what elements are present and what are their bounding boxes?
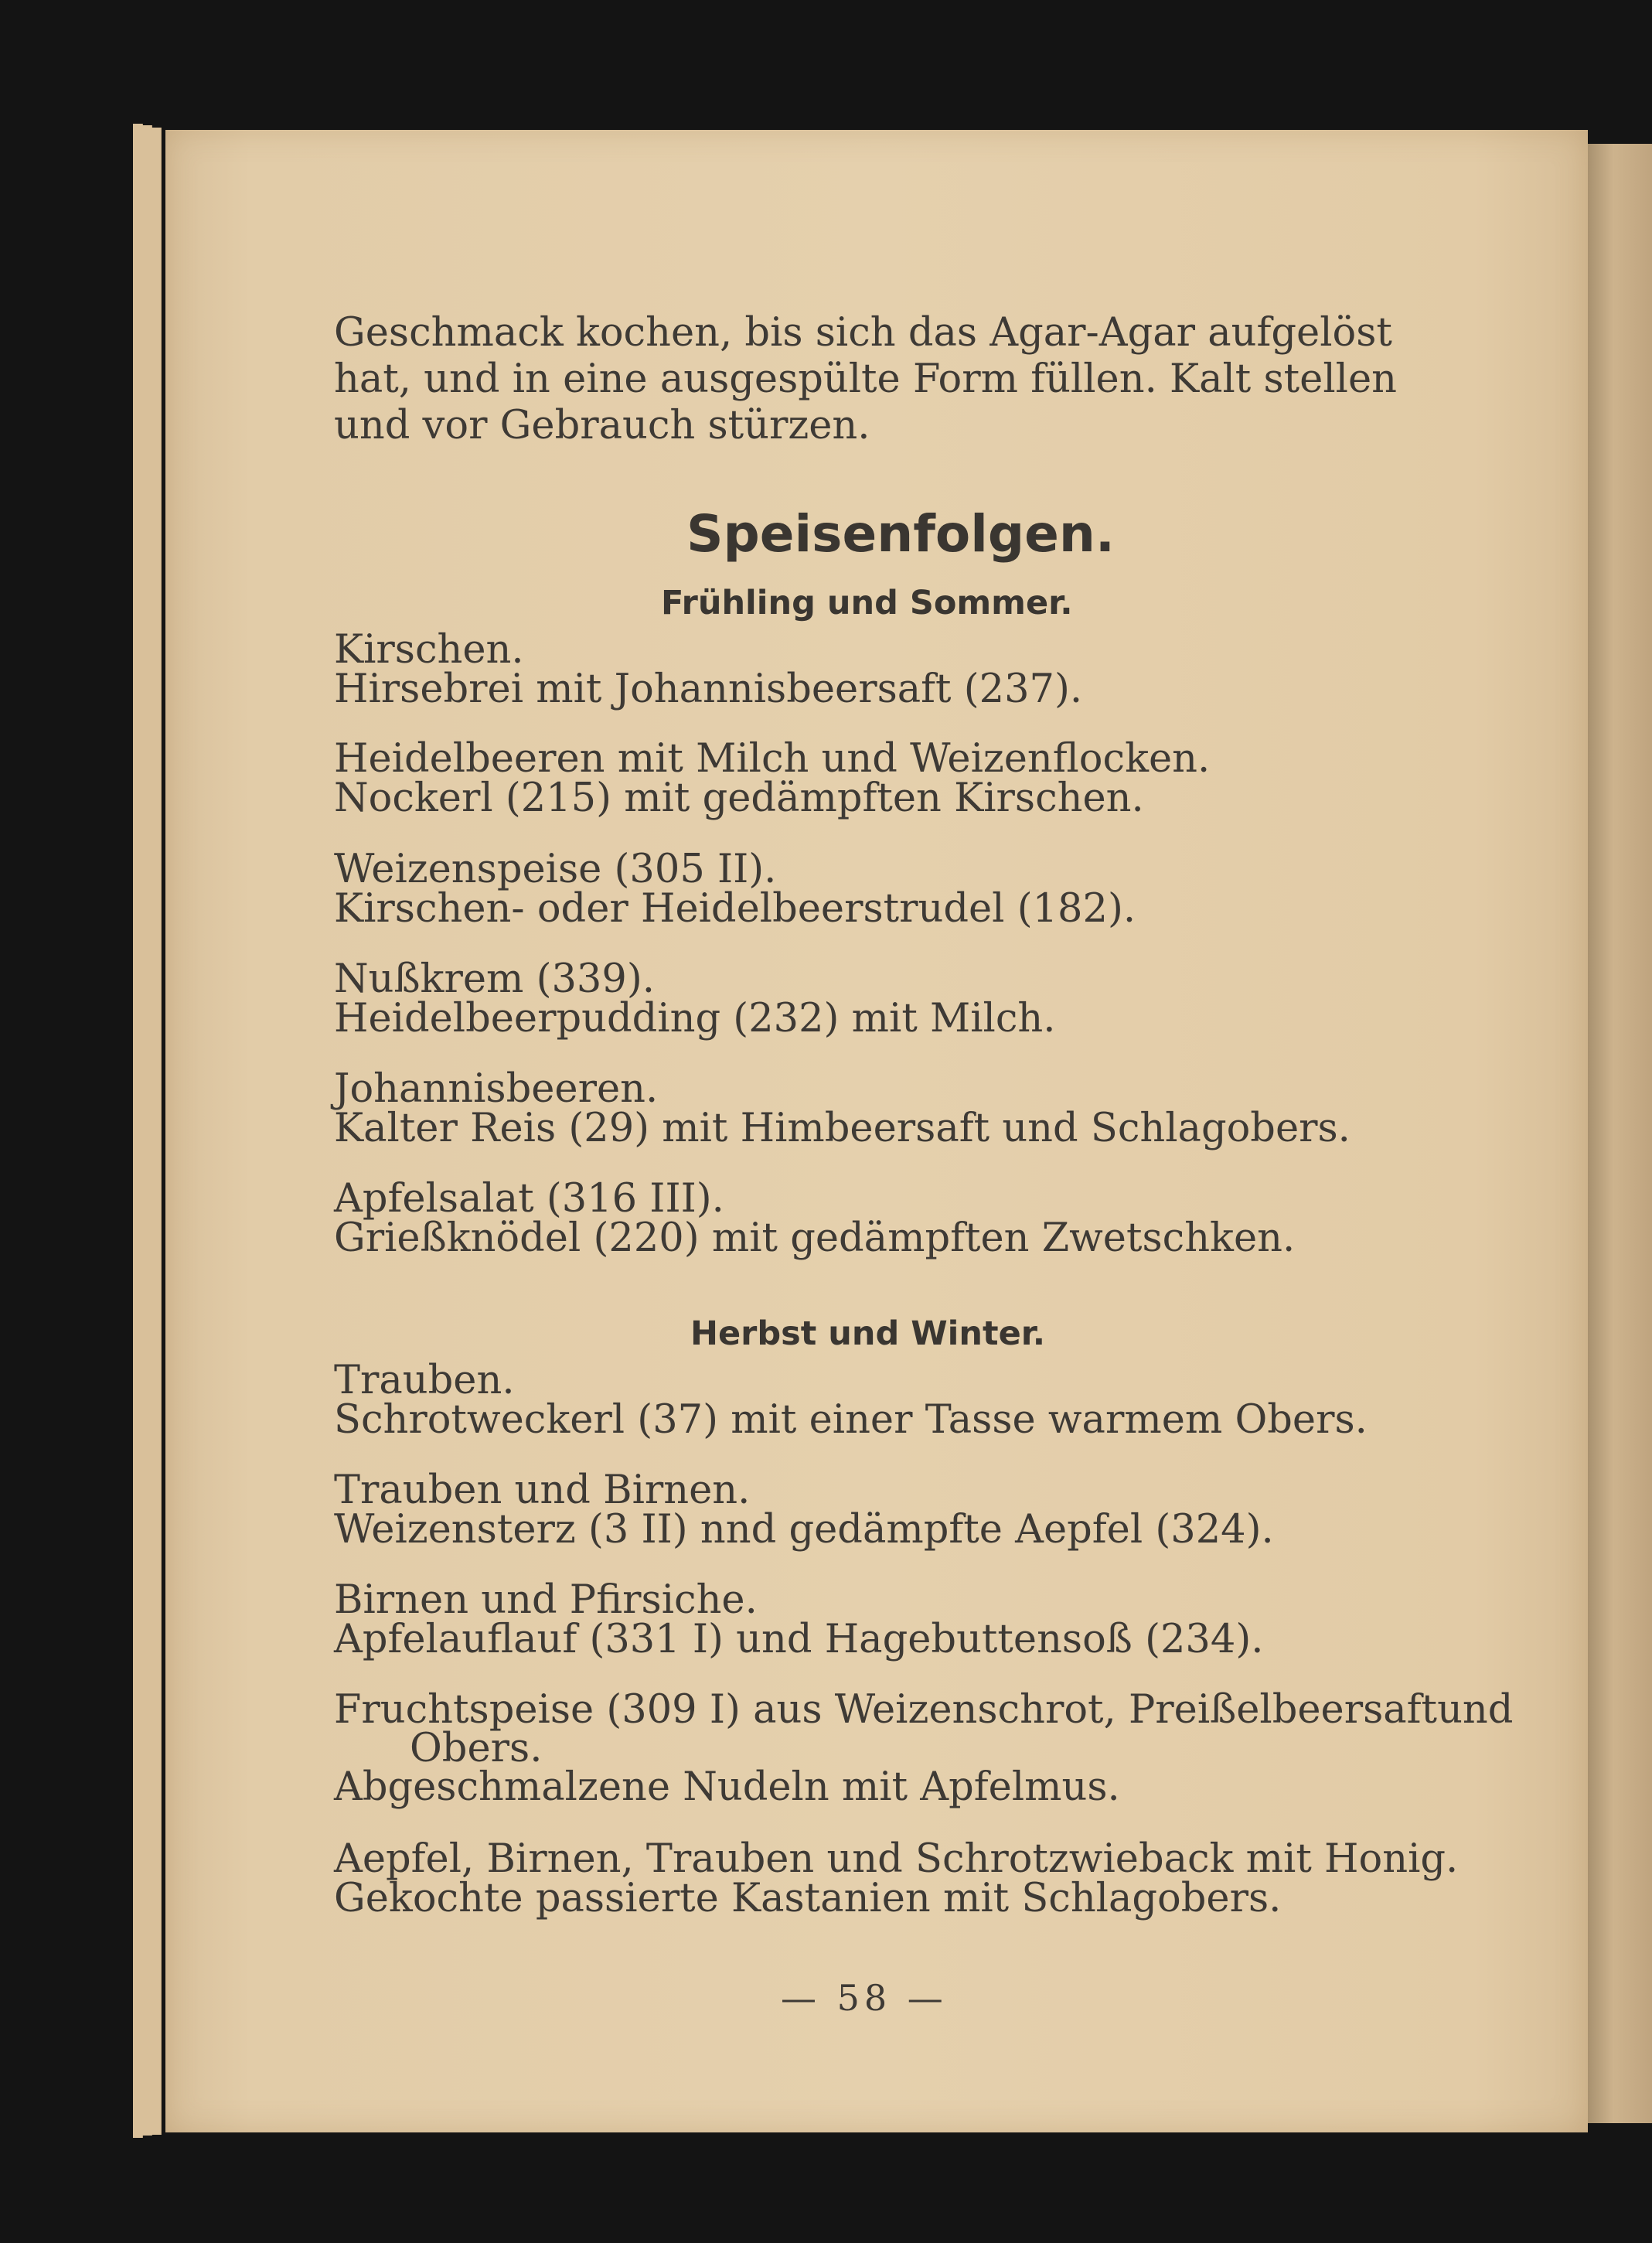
intro-paragraph-line: und vor Gebrauch stürzen. (334, 403, 870, 448)
menu-line: Kalter Reis (29) mit Himbeersaft und Schlagobers. (334, 1106, 1351, 1151)
menu-line: Birnen und Pfirsiche. (334, 1577, 758, 1623)
menu-line: Heidelbeerpudding (232) mit Milch. (334, 996, 1056, 1041)
page-edge-stack (152, 128, 162, 2135)
menu-line: Nockerl (215) mit gedämpften Kirschen. (334, 776, 1144, 821)
menu-line: Johannisbeeren. (334, 1066, 659, 1112)
menu-line: Grießknödel (220) mit gedämpften Zwetschken. (334, 1215, 1296, 1261)
section-heading-spring-summer: Frühling und Sommer. (661, 584, 1073, 622)
menu-line: Schrotweckerl (37) mit einer Tasse warmem Obers. (334, 1397, 1368, 1443)
section-heading-autumn-winter: Herbst und Winter. (690, 1314, 1046, 1353)
intro-paragraph-line: hat, und in eine ausgespülte Form füllen. Kalt stellen (334, 356, 1398, 402)
menu-line: Weizensterz (3 II) nnd gedämpfte Aepfel (324). (334, 1507, 1274, 1553)
page-number: — 58 — (781, 1977, 948, 2019)
menu-line: Heidelbeeren mit Milch und Weizenflocken. (334, 736, 1211, 782)
next-page-edge (1588, 144, 1652, 2123)
menu-line: Kirschen- oder Heidelbeerstrudel (182). (334, 886, 1136, 932)
menu-line: Hirsebrei mit Johannisbeersaft (237). (334, 666, 1083, 712)
menu-line: Abgeschmalzene Nudeln mit Apfelmus. (334, 1764, 1120, 1810)
intro-paragraph-line: Geschmack kochen, bis sich das Agar-Agar aufgelöst (334, 310, 1392, 356)
menu-line: Apfelauflauf (331 I) und Hagebuttensoß (234). (334, 1617, 1264, 1662)
menu-line-long-end: und (1437, 1687, 1514, 1733)
menu-line: Aepfel, Birnen, Trauben und Schrotzwieback mit Honig. (334, 1836, 1459, 1882)
menu-line: Trauben und Birnen. (334, 1467, 751, 1513)
menu-line: Gekochte passierte Kastanien mit Schlagobers. (334, 1876, 1282, 1921)
menu-line: Apfelsalat (316 III). (334, 1176, 724, 1222)
menu-line-long-text: Fruchtspeise (309 I) aus Weizenschrot, Preißelbeersaft (334, 1687, 1438, 1733)
menu-line-continuation: Obers. (410, 1726, 543, 1771)
menu-line: Trauben. (334, 1358, 515, 1403)
menu-line: Nußkrem (339). (334, 956, 655, 1002)
page-title: Speisenfolgen. (686, 504, 1115, 564)
menu-line: Kirschen. (334, 627, 524, 673)
menu-line: Weizenspeise (305 II). (334, 847, 777, 892)
